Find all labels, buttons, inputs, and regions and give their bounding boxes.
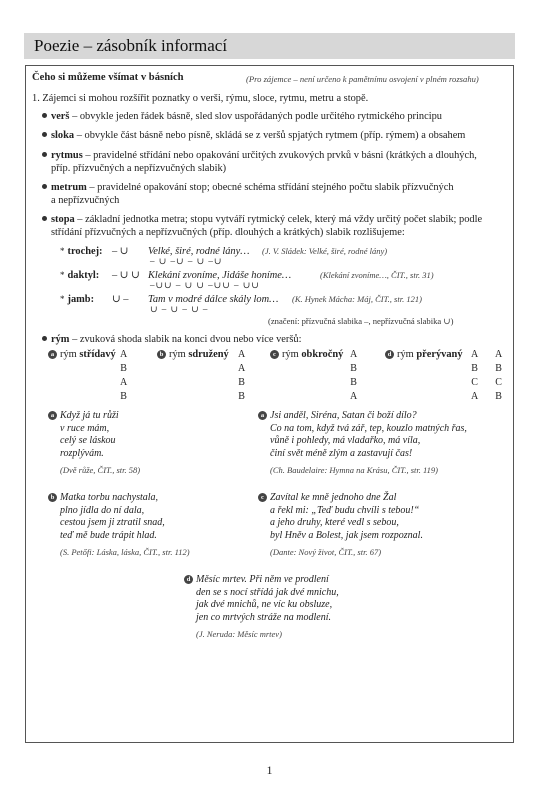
- foot-example: Tam v modré dálce skály lom…: [148, 294, 279, 305]
- intro-text: 1. Zájemci si mohou rozšířit poznatky o verši, rýmu, sloce, rytmu, metru a stopě.: [32, 93, 369, 104]
- def-metrum: metrum – pravidelné opakování stop; obecné schéma střídání stejného počtu slabik přízvučných a nepřízvučných: [42, 181, 454, 207]
- bullet-icon: [42, 152, 47, 157]
- bullet-icon: [42, 216, 47, 221]
- page-title: Poezie – zásobník informací: [34, 36, 228, 55]
- letter-badge-icon: c: [258, 493, 267, 502]
- foot-source: (J. V. Sládek: Velké, širé, rodné lány): [262, 246, 388, 256]
- foot-example: Velké, širé, rodné lány…: [148, 246, 250, 257]
- letter-badge-icon: a: [48, 411, 57, 420]
- letter-badge-icon: b: [48, 493, 57, 502]
- foot-scheme: – ∪ ∪: [112, 270, 140, 281]
- letter-badge-icon: c: [270, 350, 279, 359]
- page-number: 1: [266, 763, 273, 777]
- foot-source: (K. Hynek Mácha: Máj, ČIT., str. 121): [292, 294, 422, 304]
- rhyme-scheme: A A B B: [238, 349, 246, 402]
- rhyme-type-preryvany: d rým přerývaný: [385, 348, 463, 361]
- foot-source: (Klekání zvoníme…, ČIT., str. 31): [320, 270, 434, 280]
- foot-jamb: * jamb:: [60, 294, 95, 305]
- foot-scheme: – ∪: [112, 246, 129, 257]
- poem-example: b Matka torbu nachystala, plno jídla do ní dala, cestou jsem ji ztratil snad, teď mě bude trápit hlad. (S. Petőfi: Láska, láska, ČIT., str. 112): [48, 492, 190, 559]
- def-sloka: sloka – obvykle část básně nebo písně, skládá se z veršů spjatých rytmem (příp. rýmem) a obsahem: [42, 129, 465, 142]
- foot-meter: –∪∪ – ∪ ∪ –∪∪ – ∪∪: [150, 280, 260, 290]
- def-rytmus: rytmus – pravidelné střídání nebo opakování určitých zvukových prvků v básni (krátkých a dlouhých, příp. přízvučných a nepřízvučných slabik): [42, 149, 477, 175]
- letter-badge-icon: a: [48, 350, 57, 359]
- rhyme-scheme: A B A B: [120, 349, 128, 402]
- bullet-icon: [42, 184, 47, 189]
- letter-badge-icon: d: [184, 575, 193, 584]
- asterisk-icon: *: [60, 270, 65, 280]
- section-heading: Čeho si můžeme všímat v básních: [32, 72, 184, 83]
- letter-badge-icon: d: [385, 350, 394, 359]
- foot-meter: – ∪ –∪ – ∪ –∪: [150, 256, 223, 266]
- foot-daktyl: * daktyl:: [60, 270, 100, 281]
- section-note: (Pro zájemce – není určeno k pamětnímu osvojení v plném rozsahu): [246, 74, 479, 84]
- foot-example: Klekání zvoníme, Jidáše honíme…: [148, 270, 292, 281]
- asterisk-icon: *: [60, 246, 65, 256]
- poem-example: a Když já tu růži v ruce mám, celý se láskou rozplývám. (Dvě růže, ČIT., str. 58): [48, 410, 140, 477]
- rhyme-type-sdruzeny: b rým sdružený: [157, 348, 229, 361]
- def-vers: verš – obvykle jeden řádek básně, sled slov uspořádaných podle určitého rytmického principu: [42, 110, 442, 123]
- rhyme-type-obkrocny: c rým obkročný: [270, 348, 343, 361]
- stress-note: (značení: přízvučná slabika –, nepřízvučná slabika ∪): [268, 316, 454, 326]
- def-stopa: stopa – základní jednotka metra; stopu vytváří rytmický celek, který má vždy určitý počet slabik; podle střídání přízvučných a nepřízvučných (příp. dlouhých a krátkých) slabik rozlišujeme:: [42, 213, 482, 239]
- poem-example: d Měsíc mrtev. Při něm ve prodlení den se s nocí střídá jak dvé mnichu, jak dvé mnichů, ne víc ku obsluze, jen co mrtvých stráže na modlení. (J. Neruda: Měsíc mrtev): [184, 574, 339, 641]
- rhyme-scheme: A B B A: [350, 349, 358, 402]
- foot-trochej: * trochej:: [60, 246, 103, 257]
- def-rym: rým – zvuková shoda slabik na konci dvou nebo více veršů:: [42, 333, 301, 346]
- poem-example: a Jsi anděl, Siréna, Satan či boží dílo? Co na tom, když tvá zář, tep, kouzlo matných řas, vůně i pohledy, má vladařko, má víla, činí svět méně zlým a zastavují čas! (Ch. Baudelaire: Hymna na Krásu, ČIT., str. 119): [258, 410, 467, 477]
- bullet-icon: [42, 113, 47, 118]
- rhyme-type-stridavy: a rým střídavý: [48, 348, 116, 361]
- asterisk-icon: *: [60, 294, 65, 304]
- foot-scheme: ∪ –: [112, 294, 129, 305]
- foot-meter: ∪ – ∪ – ∪ –: [150, 304, 209, 314]
- rhyme-scheme: A B C A: [471, 349, 479, 402]
- bullet-icon: [42, 336, 47, 341]
- bullet-icon: [42, 132, 47, 137]
- title-bar: [24, 33, 515, 59]
- letter-badge-icon: a: [258, 411, 267, 420]
- rhyme-scheme: A B C B: [495, 349, 503, 402]
- letter-badge-icon: b: [157, 350, 166, 359]
- poem-example: c Zavítal ke mně jednoho dne Žal a řekl mi: „Teď budu chvíli s tebou!“ a jeho druhy, které vedl s sebou, byl Hněv a Bolest, jak jsem rozpoznal. (Dante: Nový život, ČIT., str. 67): [258, 492, 423, 559]
